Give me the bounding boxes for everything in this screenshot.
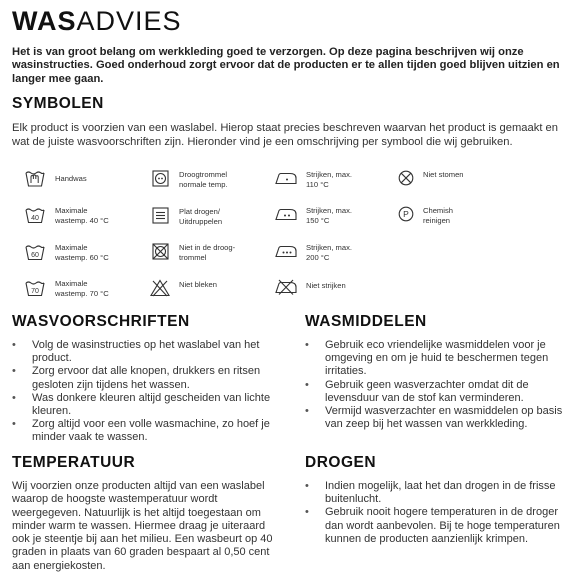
- symbol-no-iron: [275, 279, 346, 295]
- dry-clean-letter: P: [403, 209, 409, 219]
- symbol-tumble-dry: [152, 170, 228, 189]
- tumble-dry-normal-icon: [152, 170, 169, 187]
- title-bold: WAS: [12, 6, 77, 36]
- list-item: • Gebruik nooit hogere temperaturen in de droger dan wordt aanbevolen. Bij te hoge temperaturen kunnen de producten aanzienlijk krimpen.: [305, 506, 561, 546]
- temperatuur-text: Wij voorzien onze producten altijd van een waslabel waarop de hoogste wastemperatuur wordt weergegeven. Natuurlijk is het altijd toegestaan om minder warm te wassen. Hiermee draag je uiteraard ook je steentje bij aan het milieu. Een wasbeurt op 40 graden in plaats van 60 graden bespaart al 0,50 cent aan energiekosten.: [12, 480, 273, 572]
- wash-temp: 40: [31, 215, 39, 222]
- temperatuur-heading: TEMPERATUUR: [12, 454, 136, 471]
- drogen-list: [305, 480, 561, 546]
- symbol-dry-clean: [398, 206, 453, 225]
- symbol-no-steam: [398, 170, 464, 186]
- symbol-label: Droogtrommel normale temp.: [179, 170, 228, 189]
- title-light: ADVIES: [76, 6, 182, 36]
- list-item: • Indien mogelijk, laat het dan drogen in de frisse buitenlucht.: [305, 480, 561, 506]
- list-item: • Zorg ervoor dat alle knopen, drukkers en ritsen gesloten zijn tijdens het wassen.: [12, 365, 290, 391]
- wash-temp: 70: [31, 288, 39, 295]
- no-iron-icon: [275, 279, 297, 295]
- symbol-label: Niet in de droog- trommel: [179, 243, 236, 262]
- symbol-wash-60: [24, 243, 109, 262]
- symbol-label: Strijken, max. 110 °C: [306, 170, 352, 189]
- iron-150-icon: [275, 206, 297, 222]
- intro-text: Het is van groot belang om werkkleding goed te verzorgen. Op deze pagina beschrijven wij onze wasinstructies. Goed onderhoud zorgt ervoor dat de producten er te allen tijden goed blijven uitzien en langer mee gaan.: [12, 46, 560, 85]
- list-item: • Volg de wasinstructies op het waslabel van het product.: [12, 339, 290, 365]
- symbol-iron-110: [275, 170, 352, 189]
- no-bleach-icon: [150, 279, 170, 297]
- symbol-label: Maximale wastemp. 40 °C: [55, 206, 109, 225]
- symbol-label: Maximale wastemp. 70 °C: [55, 279, 109, 298]
- handwash-icon: [24, 168, 46, 188]
- list-item: • Gebruik geen wasverzachter omdat dit de levensduur van de stof kan verminderen.: [305, 379, 575, 405]
- symbol-label: Strijken, max. 200 °C: [306, 243, 352, 262]
- symbol-iron-150: [275, 206, 352, 225]
- wasmiddelen-heading: WASMIDDELEN: [305, 313, 427, 330]
- list-item: • Vermijd wasverzachter en wasmiddelen op basis van zeep bij het wassen van werkkleding.: [305, 405, 575, 431]
- symbol-no-tumble-dry: [152, 243, 235, 262]
- iron-110-icon: [275, 170, 297, 186]
- symbol-label: Handwas: [55, 174, 87, 183]
- wasvoorschriften-list: [12, 339, 290, 445]
- symbol-handwash: [24, 168, 87, 188]
- symbol-label: Strijken, max. 150 °C: [306, 206, 352, 225]
- symbol-label: Niet bleken: [179, 280, 217, 289]
- symbol-flat-dry: [152, 207, 222, 226]
- dry-clean-icon: [398, 206, 414, 222]
- flat-dry-icon: [152, 207, 169, 224]
- symbol-iron-200: [275, 243, 352, 262]
- symbol-wash-40: [24, 206, 109, 225]
- wasmiddelen-list: [305, 339, 575, 431]
- symbol-label: Niet stomen: [423, 170, 464, 179]
- symbol-no-bleach: [150, 279, 217, 297]
- list-item: • Zorg altijd voor een volle wasmachine, zo hoef je minder vaak te wassen.: [12, 418, 290, 444]
- wash-70-icon: [24, 279, 46, 297]
- symbol-label: Maximale wastemp. 60 °C: [55, 243, 109, 262]
- page-title: [12, 6, 182, 37]
- symbol-wash-70: [24, 279, 109, 298]
- list-item: • Gebruik eco vriendelijke wasmiddelen voor je omgeving en om je huid te beschermen tegen irritaties.: [305, 339, 575, 379]
- symbol-label: Chemish reinigen: [423, 206, 453, 225]
- symbol-label: Plat drogen/ Uitdruppelen: [179, 207, 223, 226]
- drogen-heading: DROGEN: [305, 454, 377, 471]
- symbolen-heading: SYMBOLEN: [12, 95, 104, 112]
- iron-200-icon: [275, 243, 297, 259]
- wasvoorschriften-heading: WASVOORSCHRIFTEN: [12, 313, 190, 330]
- symbolen-text: Elk product is voorzien van een waslabel. Hierop staat precies beschreven waarvan het product is gemaakt en wat de juiste wasvoorschriften zijn. Hieronder vind je een omschrijving per symbool die wij gebruiken.: [12, 122, 558, 148]
- wash-40-icon: [24, 206, 46, 224]
- list-item: • Was donkere kleuren altijd gescheiden van lichte kleuren.: [12, 392, 290, 418]
- symbol-label: Niet strijken: [306, 281, 346, 290]
- no-tumble-dry-icon: [152, 243, 169, 260]
- wash-temp: 60: [31, 252, 39, 259]
- no-steam-icon: [398, 170, 414, 186]
- wash-60-icon: [24, 243, 46, 261]
